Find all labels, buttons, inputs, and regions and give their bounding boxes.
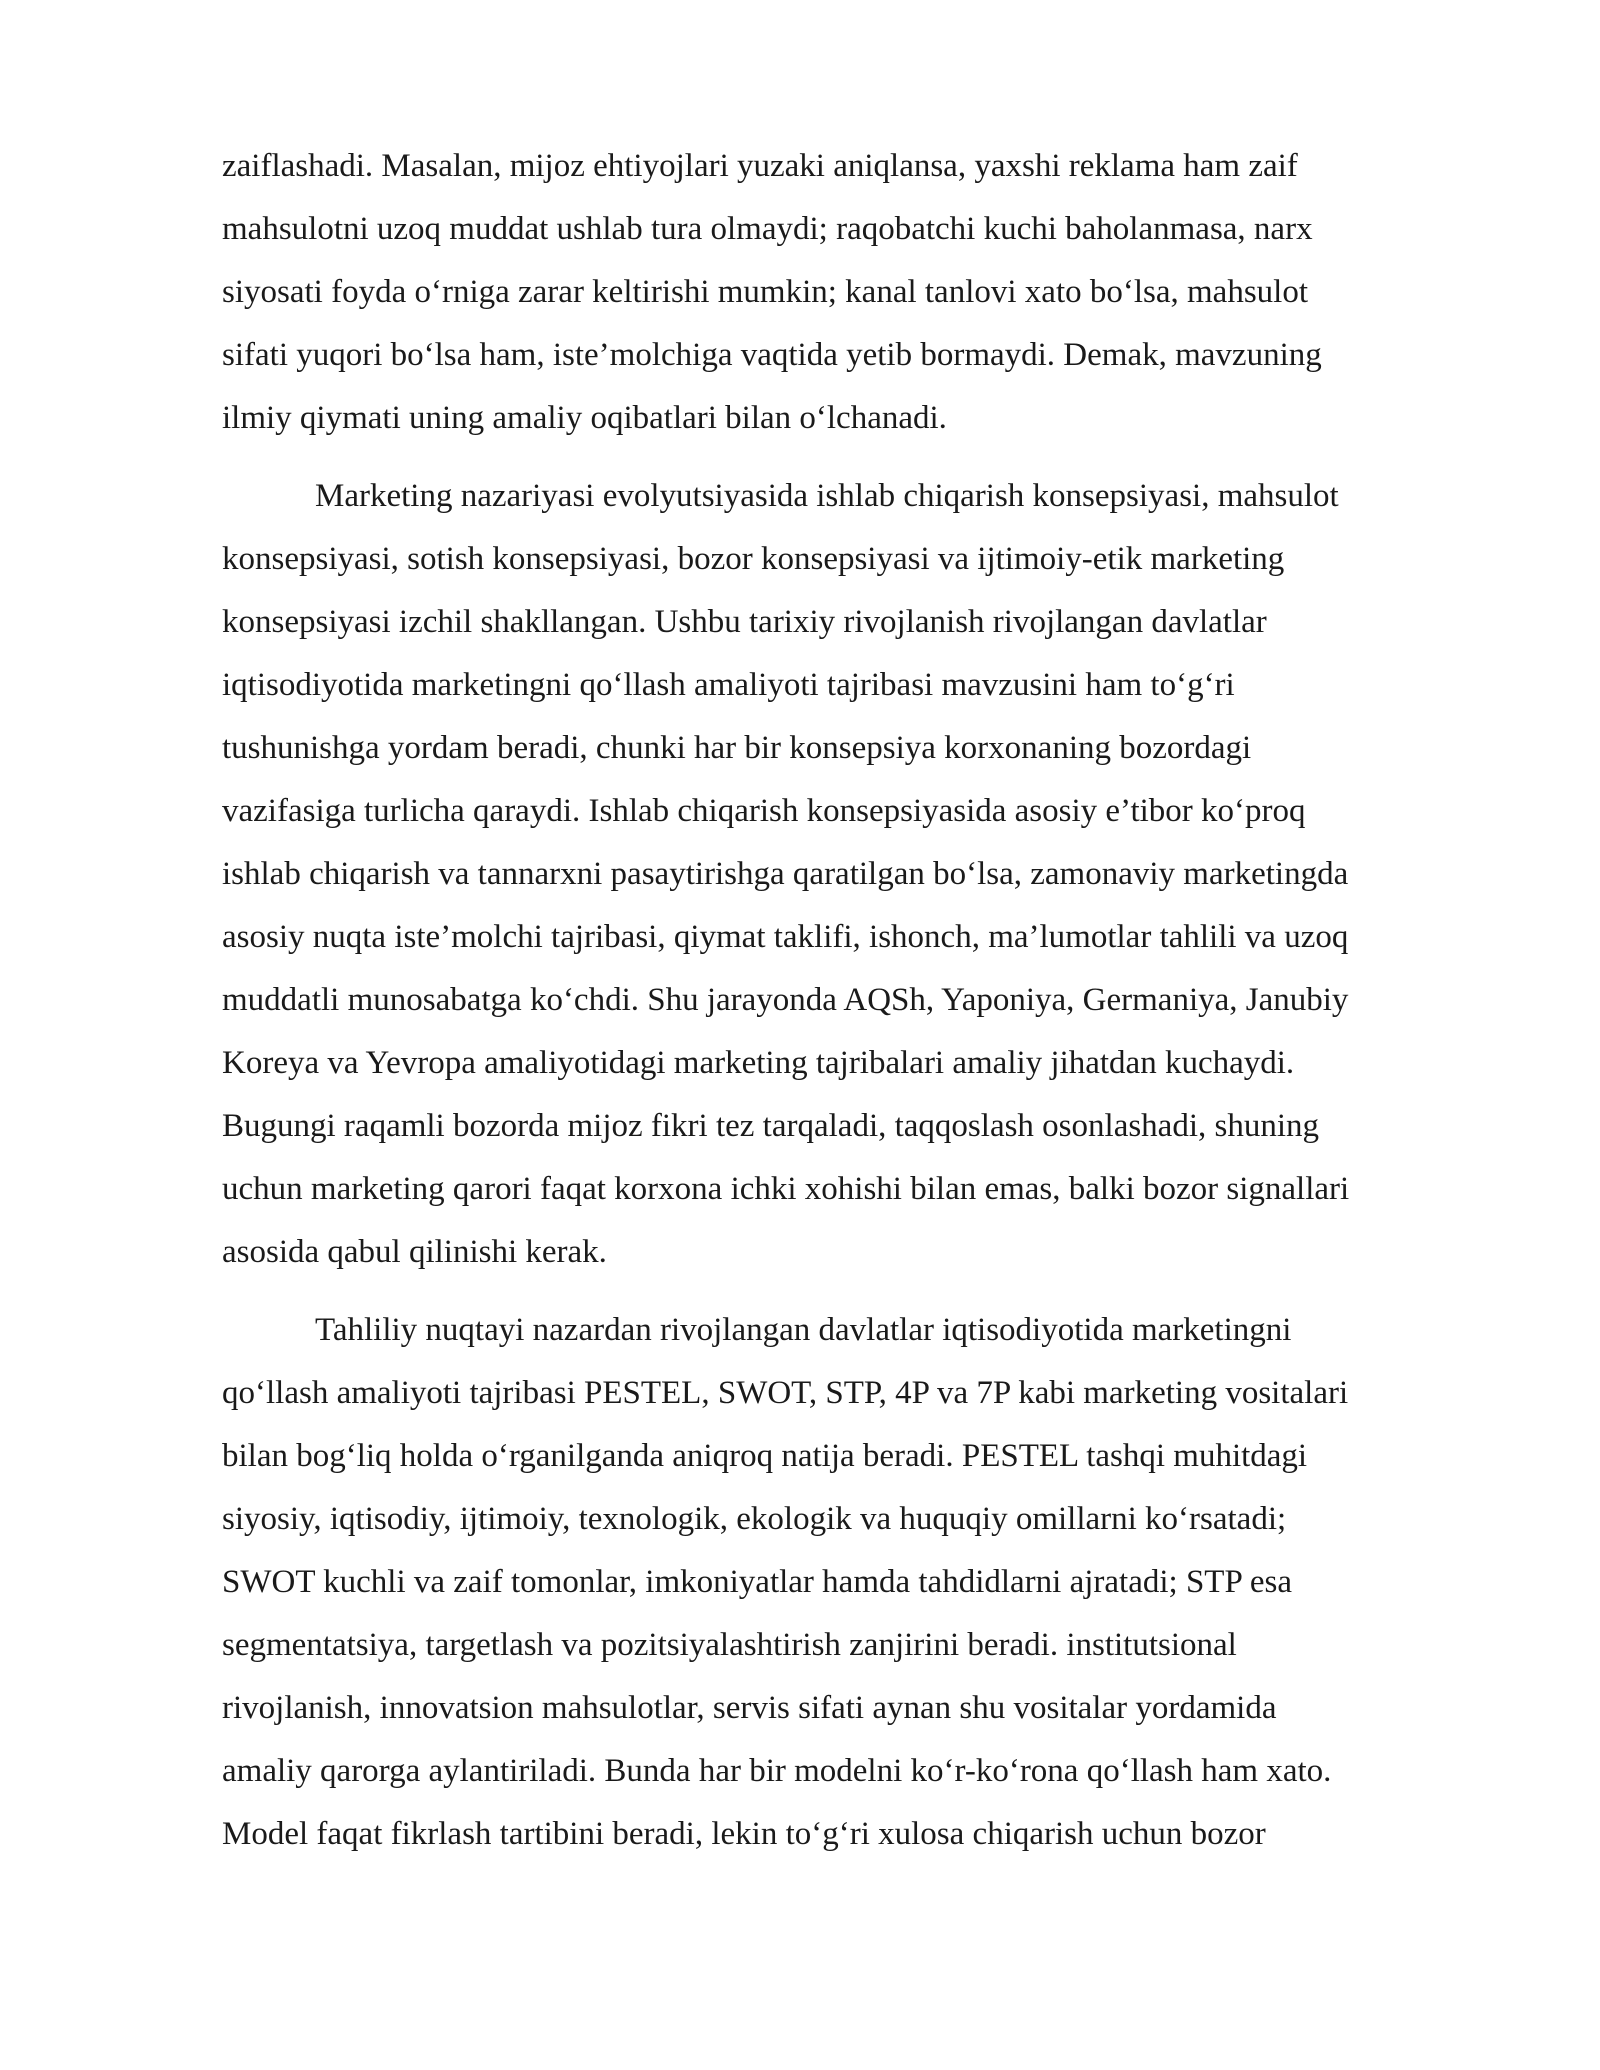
text-line: Koreya va Yevropa amaliyotidagi marketing tajribalari amaliy jihatdan kuchaydi. [222, 1045, 1295, 1081]
text-line: konsepsiyasi, sotish konsepsiyasi, bozor konsepsiyasi va ijtimoiy-etik marketing [222, 541, 1285, 577]
text-line: iqtisodiyotida marketingni qo‘llash amaliyoti tajribasi mavzusini ham to‘g‘ri [222, 667, 1235, 703]
text-line: Tahliliy nuqtayi nazardan rivojlangan davlatlar iqtisodiyotida marketingni [315, 1312, 1292, 1348]
text-line: asosiy nuqta iste’molchi tajribasi, qiymat taklifi, ishonch, ma’lumotlar tahlili va uzoq [222, 919, 1349, 955]
paragraph-spacing [222, 1284, 1487, 1299]
text-line: uchun marketing qarori faqat korxona ichki xohishi bilan emas, balki bozor signallari [222, 1171, 1350, 1207]
text-line: mahsulotni uzoq muddat ushlab tura olmaydi; raqobatchi kuchi baholanmasa, narx [222, 211, 1313, 247]
text-line: Marketing nazariyasi evolyutsiyasida ishlab chiqarish konsepsiyasi, mahsulot [315, 478, 1339, 514]
text-line: siyosati foyda o‘rniga zarar keltirishi mumkin; kanal tanlovi xato bo‘lsa, mahsulot [222, 274, 1309, 310]
text-line: SWOT kuchli va zaif tomonlar, imkoniyatlar hamda tahdidlarni ajratadi; STP esa [222, 1564, 1292, 1600]
body-text [222, 135, 1487, 1866]
text-line: amaliy qarorga aylantiriladi. Bunda har bir modelni ko‘r-ko‘rona qo‘llash ham xato. [222, 1753, 1332, 1789]
text-line: Model faqat fikrlash tartibini beradi, lekin to‘g‘ri xulosa chiqarish uchun bozor [222, 1816, 1266, 1852]
text-line: siyosiy, iqtisodiy, ijtimoiy, texnologik, ekologik va huquqiy omillarni ko‘rsatadi; [222, 1501, 1287, 1537]
text-line: ilmiy qiymati uning amaliy oqibatlari bilan o‘lchanadi. [222, 400, 947, 436]
text-line: rivojlanish, innovatsion mahsulotlar, servis sifati aynan shu vositalar yordamida [222, 1690, 1277, 1726]
text-line: muddatli munosabatga ko‘chdi. Shu jarayonda AQSh, Yaponiya, Germaniya, Janubiy [222, 982, 1349, 1018]
text-line: tushunishga yordam beradi, chunki har bir konsepsiya korxonaning bozordagi [222, 730, 1252, 766]
paragraph-3 [222, 1299, 1487, 1866]
text-line: Bugungi raqamli bozorda mijoz fikri tez tarqaladi, taqqoslash osonlashadi, shuning [222, 1108, 1320, 1144]
text-line: bilan bog‘liq holda o‘rganilganda aniqroq natija beradi. PESTEL tashqi muhitdagi [222, 1438, 1308, 1474]
text-line: qo‘llash amaliyoti tajribasi PESTEL, SWOT, STP, 4P va 7P kabi marketing vositalari [222, 1375, 1349, 1411]
paragraph-spacing [222, 450, 1487, 465]
text-line: vazifasiga turlicha qaraydi. Ishlab chiqarish konsepsiyasida asosiy e’tibor ko‘proq [222, 793, 1306, 829]
text-line: segmentatsiya, targetlash va pozitsiyalashtirish zanjirini beradi. institutsional [222, 1627, 1237, 1663]
text-line: sifati yuqori bo‘lsa ham, iste’molchiga vaqtida yetib bormaydi. Demak, mavzuning [222, 337, 1322, 373]
text-line: asosida qabul qilinishi kerak. [222, 1234, 607, 1270]
text-line: konsepsiyasi izchil shakllangan. Ushbu tarixiy rivojlanish rivojlangan davlatlar [222, 604, 1267, 640]
paragraph-1 [222, 135, 1487, 450]
text-line: zaiflashadi. Masalan, mijoz ehtiyojlari yuzaki aniqlansa, yaxshi reklama ham zaif [222, 148, 1298, 184]
paragraph-2 [222, 465, 1487, 1284]
text-line: ishlab chiqarish va tannarxni pasaytirishga qaratilgan bo‘lsa, zamonaviy marketingda [222, 856, 1349, 892]
